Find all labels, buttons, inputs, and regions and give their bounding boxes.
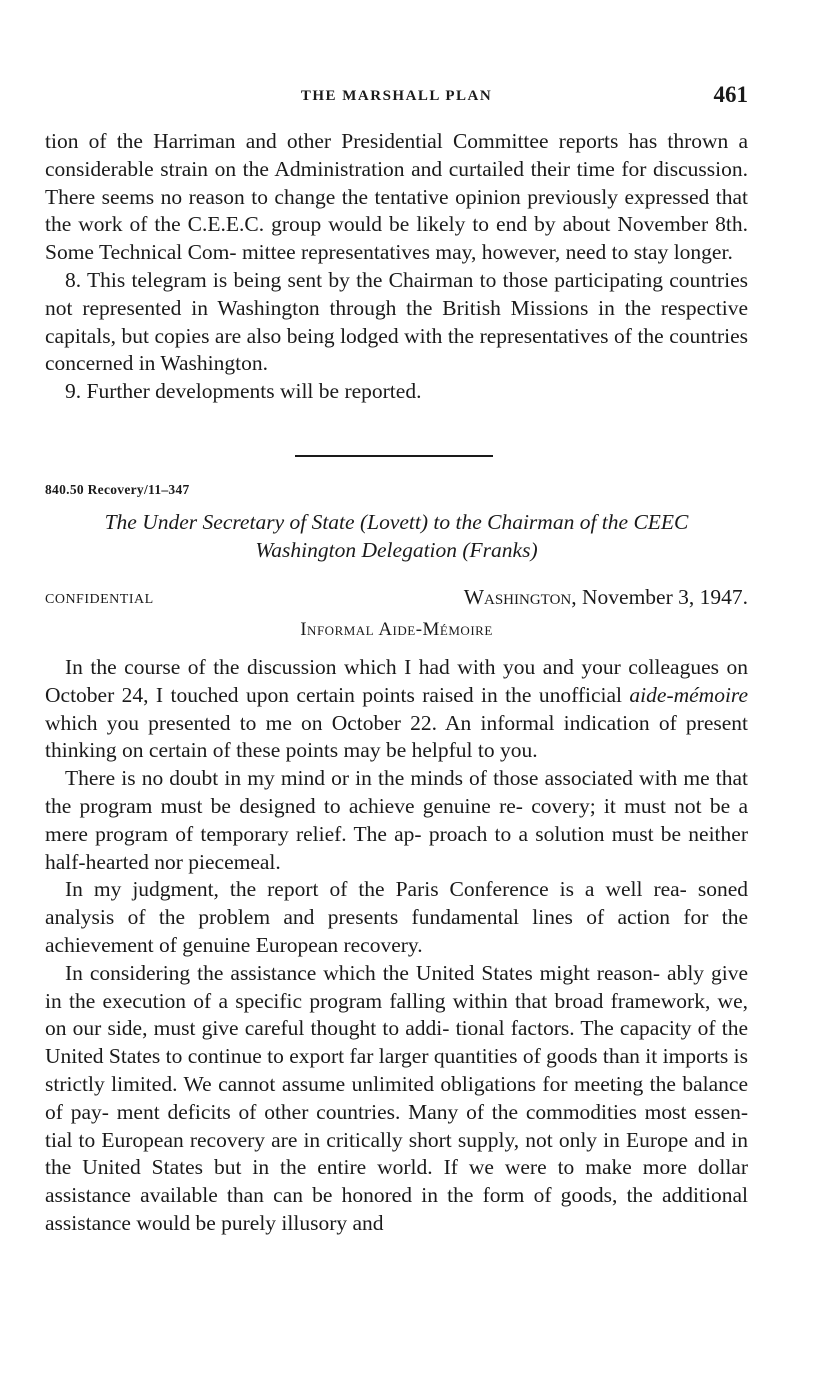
text-line: covery; it must not be a mere program of temporary relief. The ap-: [45, 793, 748, 846]
memo-paragraph-2: [45, 765, 748, 876]
heading-line-1: The Under Secretary of State (Lovett) to the Chairman of the CEEC: [104, 510, 689, 534]
text-line: proach to a solution must be neither half-hearted nor piecemeal.: [45, 821, 748, 874]
running-title: THE MARSHALL PLAN: [300, 88, 493, 104]
dateline-place: Washington,: [463, 585, 577, 609]
text-line: representatives of the countries concerned in Washington.: [45, 323, 749, 376]
text-line: form of goods, the additional assistance would be purely illusory and: [45, 1183, 748, 1235]
text-line: There is no doubt in my mind or in the minds of those associated: [65, 766, 633, 791]
dateline: [464, 585, 748, 610]
dateline-date: November 3, 1947.: [576, 585, 748, 609]
text-line: cannot assume unlimited obligations for meeting the balance of pay-: [45, 1071, 748, 1124]
running-header: [45, 82, 748, 112]
text-line: broad framework, we, on our side, must give careful thought to addi-: [45, 988, 749, 1041]
memo-title: Informal Aide-Mémoire: [300, 619, 493, 640]
text-line: tial to European recovery are in critically short supply, not only in: [45, 1127, 620, 1152]
text-line: In considering the assistance which the United States might reason-: [65, 960, 661, 985]
continued-section: [45, 128, 748, 406]
text-line: be helpful to you.: [385, 738, 538, 763]
text-line: their time for discussion. There seems no reason to change the tentative: [45, 156, 748, 209]
text-line: to make more dollar assistance available than can be honored in the: [45, 1155, 749, 1208]
text-line: ment deficits of other countries. Many of the commodities most essen-: [116, 1099, 748, 1124]
text-line: tion of the Harriman and other Presidential Committee reports has: [45, 129, 658, 153]
text-line: ably give in the execution of a specific program falling within that: [45, 960, 749, 1013]
memo-paragraph-3: [45, 876, 748, 959]
classification-label: CONFIDENTIAL: [45, 592, 154, 607]
file-reference: 840.50 Recovery/11–347: [45, 482, 190, 497]
text-line: would be likely to end by about November 8th. Some Technical Com-: [45, 212, 748, 265]
heading-line-2: Washington Delegation (Franks): [255, 538, 538, 562]
text-line: mittee representatives may, however, need to stay longer.: [241, 240, 733, 265]
text-line: informal indication of present thinking on certain of these points may: [45, 710, 749, 763]
paragraph-9: 9. Further developments will be reported.: [65, 379, 422, 404]
text-line: with me that the program must be designed to achieve genuine re-: [45, 766, 749, 818]
paragraph-8: [45, 267, 748, 378]
continued-paragraph: [45, 128, 748, 267]
text-line: for the achievement of genuine European recovery.: [45, 905, 749, 957]
text-line: soned analysis of the problem and presents fundamental lines of action: [45, 877, 749, 930]
text-line: thrown a considerable strain on the Administration and curtailed: [45, 129, 749, 181]
text-line: 8. This telegram is being sent by the Chairman to those participating: [65, 267, 663, 292]
memo-paragraph-4: [45, 960, 748, 1238]
italic-term: aide-mémoire: [629, 682, 749, 707]
text-line: colleagues on October 24, I touched upon certain points raised in the: [45, 655, 749, 707]
text-line: Europe and in the United States but in the entire world. If we were: [45, 1127, 749, 1180]
document-heading: [45, 508, 748, 564]
text-line: countries not represented in Washington through the British Missions: [45, 267, 749, 320]
text-line: tional factors. The capacity of the United States to continue to export: [45, 1016, 749, 1069]
text-line: in the respective capitals, but copies are also being lodged with the: [45, 295, 748, 348]
text-line: opinion previously expressed that the work of the C.E.E.C. group: [45, 184, 748, 237]
memo-body: [45, 654, 748, 1238]
page-number: 461: [713, 82, 748, 107]
text-line: far larger quantities of goods than it imports is strictly limited. We: [45, 1044, 749, 1096]
text-line: In the course of the discussion which I had with you and your: [65, 655, 621, 679]
section-divider: [295, 455, 493, 457]
text-line: unofficial aide-mémoire which you presented to me on October 22. An: [45, 682, 749, 735]
memo-paragraph-1: [45, 654, 748, 765]
text-line: In my judgment, the report of the Paris Conference is a well rea-: [65, 877, 687, 902]
